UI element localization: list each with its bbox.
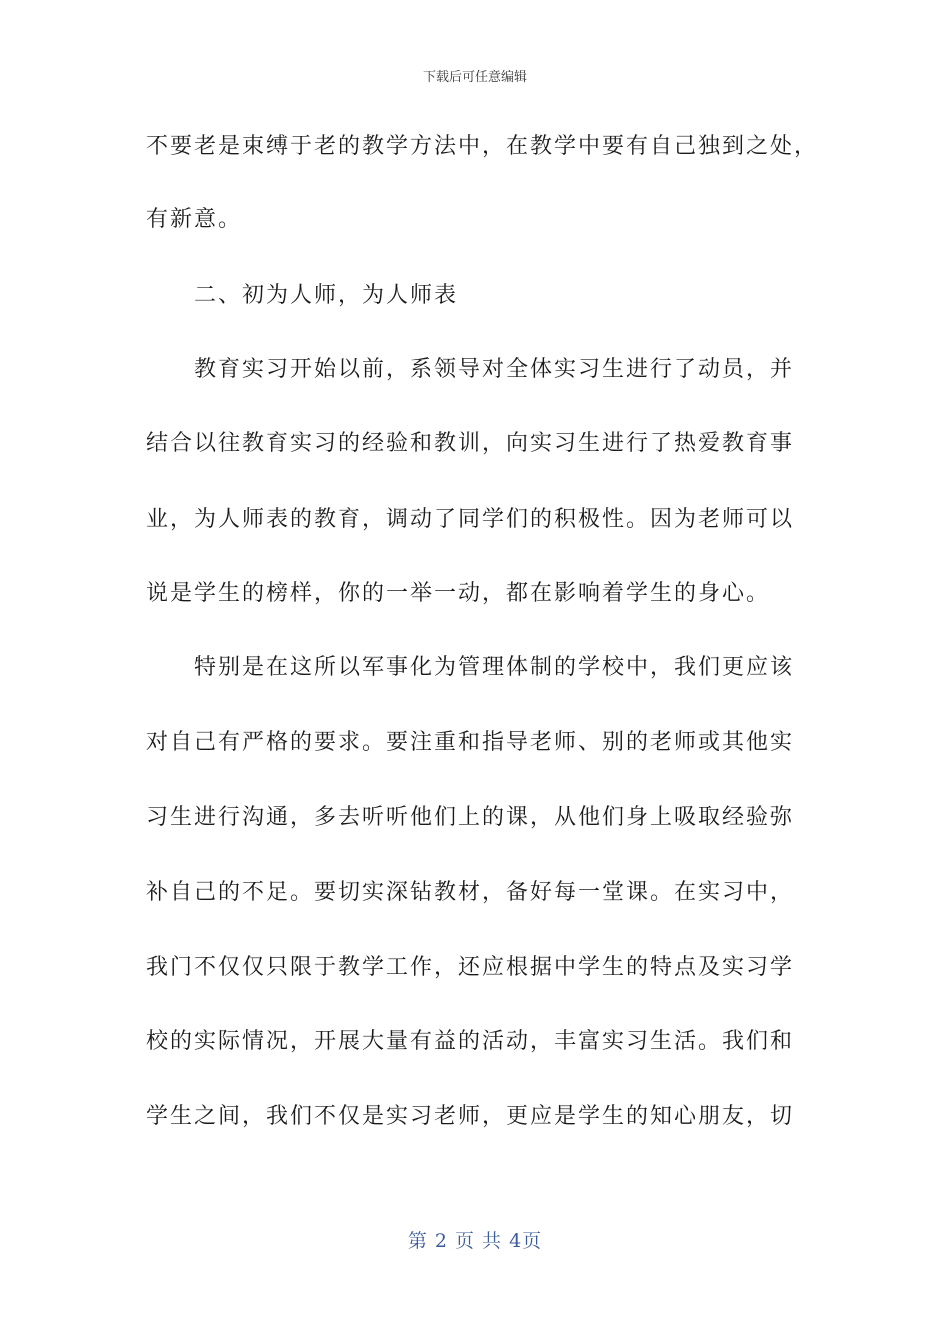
text-line: 结合以往教育实习的经验和教训，向实习生进行了热爱教育事 [146, 431, 795, 456]
text-line: 说是学生的榜样，你的一举一动，都在影响着学生的身心。 [146, 581, 771, 606]
text-line: 对自己有严格的要求。要注重和指导老师、别的老师或其他实 [146, 730, 795, 755]
text-line: 业，为人师表的教育，调动了同学们的积极性。因为老师可以 [146, 507, 795, 532]
page-header: 下载后可任意编辑 [422, 70, 527, 85]
text-line: 习生进行沟通，多去听听他们上的课，从他们身上吸取经验弥 [146, 805, 795, 830]
text-line: 校的实际情况，开展大量有益的活动，丰富实习生活。我们和 [146, 1029, 795, 1054]
text-line: 教育实习开始以前，系领导对全体实习生进行了动员，并 [146, 357, 795, 382]
page-number-footer: 第 2 页 共 4页 [407, 1230, 543, 1252]
text-line: 学生之间，我们不仅是实习老师，更应是学生的知心朋友，切 [146, 1104, 795, 1129]
section-heading: 二、初为人师，为人师表 [146, 283, 459, 308]
text-line: 补自己的不足。要切实深钻教材，备好每一堂课。在实习中， [146, 880, 795, 905]
text-line: 我门不仅仅只限于教学工作，还应根据中学生的特点及实习学 [146, 955, 795, 980]
text-line: 特别是在这所以军事化为管理体制的学校中，我们更应该 [146, 655, 795, 680]
text-line: 不要老是束缚于老的教学方法中，在教学中要有自己独到之处， [146, 134, 819, 159]
text-line: 有新意。 [146, 207, 243, 232]
